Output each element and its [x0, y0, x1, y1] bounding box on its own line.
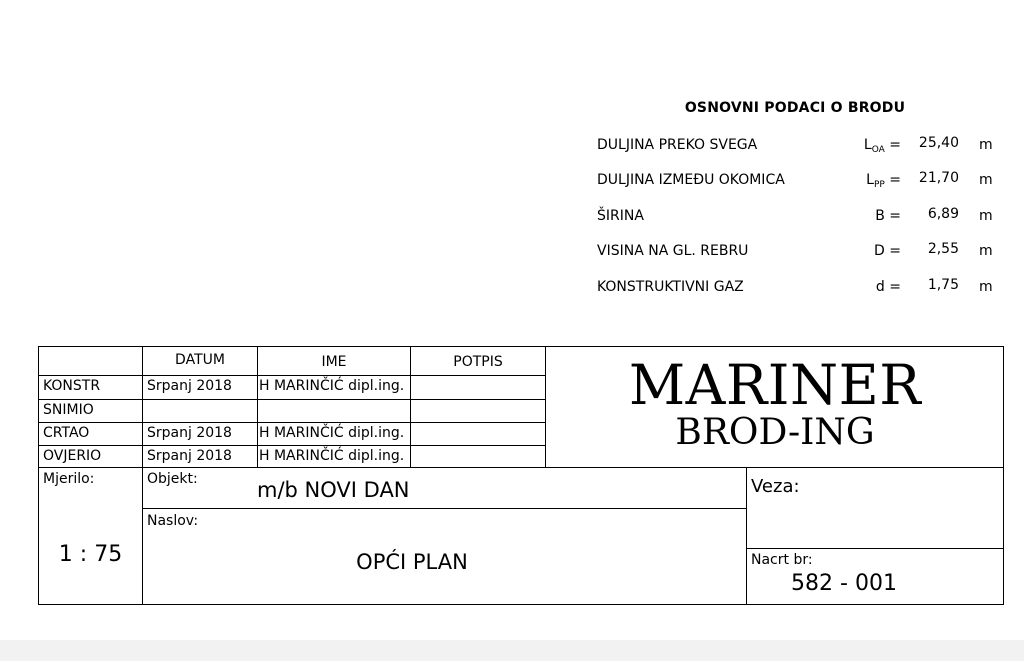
spec-label: DULJINA PREKO SVEGA: [597, 137, 758, 153]
spec-label: DULJINA IZMEĐU OKOMICA: [597, 172, 785, 188]
header-ime: IME: [321, 354, 347, 370]
mjerilo-label: Mjerilo:: [43, 471, 95, 487]
spec-value: 21,70: [918, 170, 959, 186]
spec-row-breadth: [597, 208, 1007, 228]
naslov-label: Naslov:: [147, 513, 199, 529]
grid-line: [39, 399, 545, 400]
grid-line: [39, 445, 545, 446]
spec-label: ŠIRINA: [597, 208, 644, 224]
spec-row-depth: [597, 243, 1007, 263]
spec-value: 6,89: [927, 206, 959, 222]
company-logo-name: MARINER: [628, 353, 922, 417]
role-label: OVJERIO: [43, 448, 102, 464]
spec-unit: m: [979, 243, 993, 259]
grid-line: [746, 548, 1003, 549]
spec-symbol: $L_{OA}$ =: [863, 137, 901, 155]
role-label: SNIMIO: [43, 402, 94, 418]
title-block: [38, 346, 1004, 605]
nacrt-value: 582 - 001: [791, 571, 897, 596]
spec-value: 25,40: [918, 135, 959, 151]
spec-row-loa: [597, 137, 1007, 157]
grid-line: [142, 347, 143, 604]
naslov-value: OPĆI PLAN: [356, 550, 468, 574]
veza-label: Veza:: [751, 476, 800, 497]
header-potpis: POTPIS: [453, 354, 503, 370]
spec-label: KONSTRUKTIVNI GAZ: [597, 279, 744, 295]
spec-value: 1,75: [927, 277, 959, 293]
spec-unit: m: [979, 208, 993, 224]
grid-line: [39, 467, 1003, 468]
spec-row-lpp: [597, 172, 1007, 192]
company-logo-subtitle: BROD-ING: [675, 412, 875, 453]
header-datum: DATUM: [175, 352, 225, 368]
objekt-value: m/b NOVI DAN: [257, 478, 410, 502]
role-date: Srpanj 2018: [147, 448, 232, 464]
grid-line: [39, 375, 545, 376]
spec-symbol: B =: [875, 208, 901, 224]
spec-unit: m: [979, 279, 993, 295]
nacrt-label: Nacrt br:: [751, 552, 813, 568]
grid-line: [142, 508, 746, 509]
role-name: H MARINČIĆ dipl.ing.: [259, 448, 405, 464]
spec-unit: m: [979, 172, 993, 188]
grid-line: [39, 422, 545, 423]
role-name: H MARINČIĆ dipl.ing.: [259, 425, 405, 441]
spec-symbol: d =: [875, 279, 901, 295]
ship-data-title: OSNOVNI PODACI O BRODU: [684, 100, 906, 116]
spec-row-draught: [597, 279, 1007, 299]
scale-value: 1 : 75: [58, 542, 123, 567]
spec-value: 2,55: [927, 241, 959, 257]
role-name: H MARINČIĆ dipl.ing.: [259, 378, 405, 394]
footer-band: [0, 640, 1024, 661]
role-label: KONSTR: [43, 378, 101, 394]
spec-unit: m: [979, 137, 993, 153]
role-date: Srpanj 2018: [147, 425, 232, 441]
role-date: Srpanj 2018: [147, 378, 232, 394]
role-label: CRTAO: [43, 425, 90, 441]
spec-symbol: D =: [874, 243, 901, 259]
spec-label: VISINA NA GL. REBRU: [597, 243, 749, 259]
grid-line: [746, 467, 747, 604]
spec-symbol: $L_{PP}$ =: [866, 172, 901, 190]
objekt-label: Objekt:: [147, 471, 198, 487]
